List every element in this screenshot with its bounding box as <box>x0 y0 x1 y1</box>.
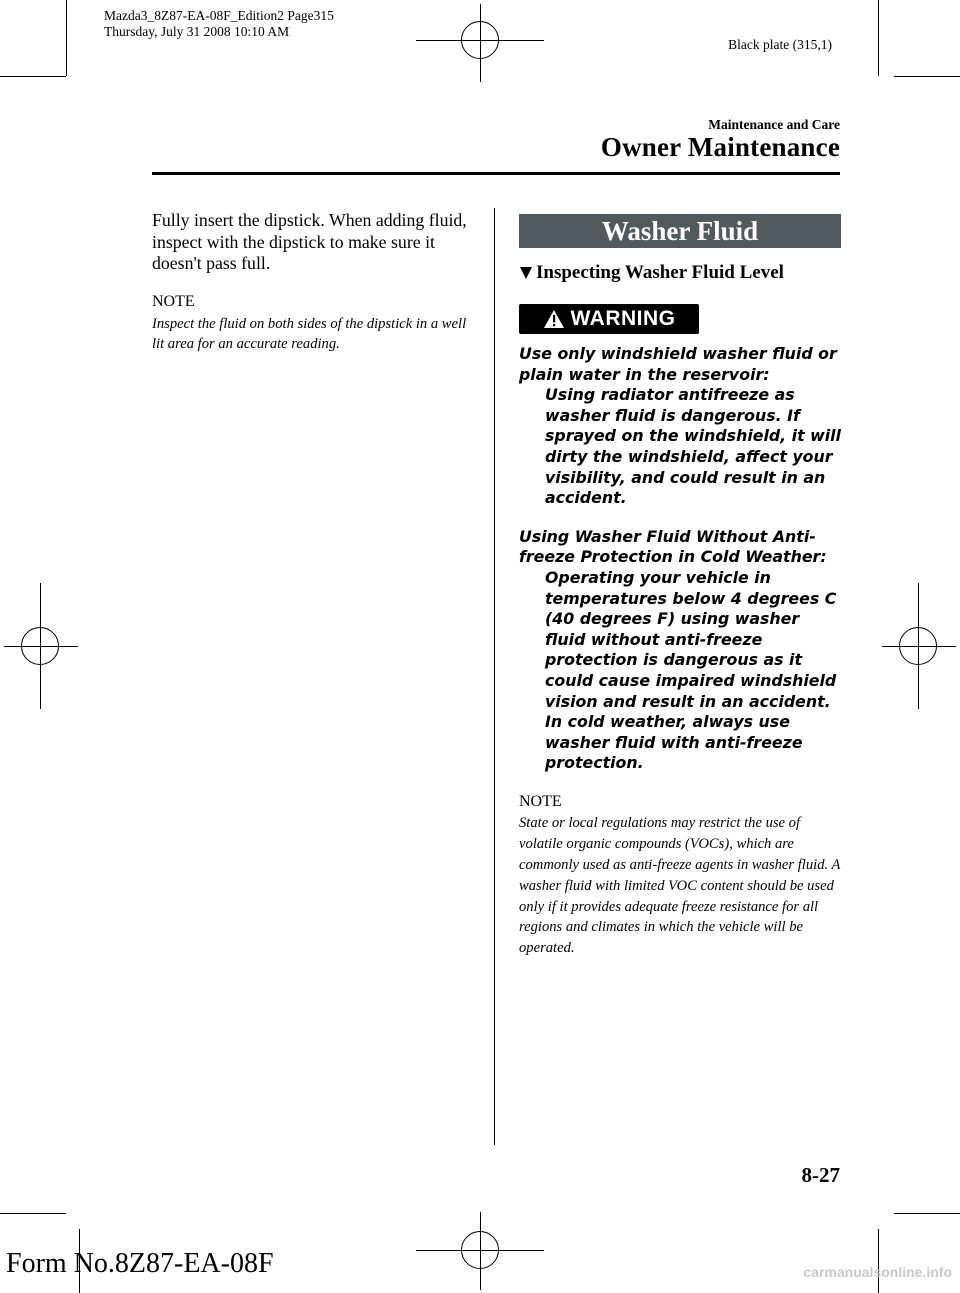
column-divider <box>494 208 495 1145</box>
print-meta <box>104 8 334 40</box>
note-heading: NOTE <box>152 292 195 310</box>
section-banner: Washer Fluid <box>519 214 841 248</box>
warning-icon <box>543 309 565 329</box>
warning-detail: Using radiator antifreeze as washer fluid is dangerous. If sprayed on the windshield, it will dirty the windshield, affect your visibility, and could result in an accident. <box>545 385 841 508</box>
watermark: carmanualsonline.info <box>803 1264 952 1280</box>
warning-label: WARNING <box>570 307 676 330</box>
warning-lead: Using Washer Fluid Without Anti-freeze Protection in Cold Weather: <box>519 526 827 567</box>
print-meta-file: Mazda3_8Z87-EA-08F_Edition2 Page315 <box>104 8 334 23</box>
left-column <box>152 210 472 355</box>
form-number: Form No.8Z87-EA-08F <box>6 1248 274 1279</box>
plate-info: Black plate (315,1) <box>728 37 832 52</box>
subheading <box>519 262 841 284</box>
warning-detail: Operating your vehicle in temperatures below 4 degrees C (40 degrees F) using washer fluid without anti-freeze protection is dangerous as it could cause impaired windshield vision and result in an accident. In cold weather, always use washer fluid with anti-freeze protection. <box>545 567 837 773</box>
page-title: Owner Maintenance <box>600 132 840 162</box>
note-text: State or local regulations may restrict the use of volatile organic compounds (VOCs), which are commonly used as anti-freeze agents in washer fluid. A washer fluid with limited VOC content should be used only if it provides adequate freeze resistance for all regions and climates in which the vehicle will be operated. <box>519 814 841 957</box>
right-column <box>519 214 841 959</box>
header-rule <box>152 172 840 175</box>
warning-body <box>519 344 841 774</box>
note-heading: NOTE <box>519 792 562 810</box>
note-text: Inspect the fluid on both sides of the dipstick in a well lit area for an accurate reading. <box>152 315 467 352</box>
triangle-down-icon <box>519 265 533 281</box>
warning-lead: Use only windshield washer fluid or plain water in the reservoir: <box>519 344 837 384</box>
subheading-text: Inspecting Washer Fluid Level <box>536 262 784 283</box>
print-meta-date: Thursday, July 31 2008 10:10 AM <box>104 24 290 39</box>
chapter-label: Maintenance and Care <box>708 117 840 132</box>
warning-badge <box>519 304 699 334</box>
body-paragraph: Fully insert the dipstick. When adding fluid, inspect with the dipstick to make sure it doesn't pass full. <box>152 210 467 273</box>
page-number: 8-27 <box>801 1163 840 1187</box>
